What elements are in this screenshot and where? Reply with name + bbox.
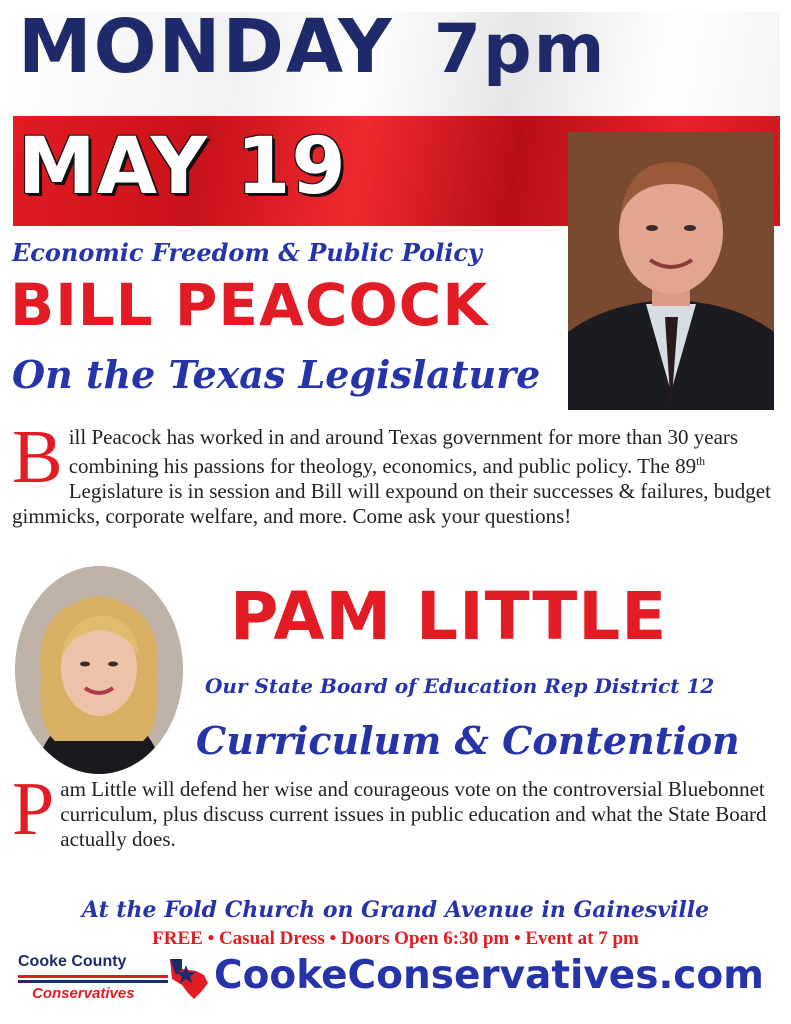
speaker1-name: BILL PEACOCK — [10, 271, 489, 339]
speaker1-bio — [12, 415, 782, 529]
speaker1-dropcap: B — [12, 415, 63, 499]
bill-peacock-photo — [568, 132, 774, 410]
event-day-time — [18, 4, 607, 90]
speaker1-topic: On the Texas Legislature — [12, 352, 541, 397]
logo-line2: Conservatives — [32, 985, 135, 1002]
event-day: MONDAY — [18, 4, 394, 90]
speaker2-topic: Curriculum & Contention — [196, 718, 740, 763]
cooke-county-conservatives-logo — [18, 953, 208, 1013]
website-link[interactable]: CookeConservatives.com — [214, 953, 764, 998]
speaker2-dropcap: P — [12, 767, 55, 851]
logo-line1: Cooke County — [18, 953, 127, 970]
speaker2-bio — [12, 767, 782, 852]
logo-red-stripe — [18, 975, 168, 978]
texas-star-icon — [166, 953, 212, 1001]
event-details: FREE • Casual Dress • Doors Open 6:30 pm • Event at 7 pm — [152, 928, 639, 949]
speaker2-name: PAM LITTLE — [230, 578, 668, 655]
pam-little-photo — [15, 566, 183, 774]
event-date: MAY 19 — [18, 122, 347, 212]
speaker1-bio-sup: th — [696, 456, 706, 468]
event-time: 7pm — [433, 10, 607, 89]
event-venue: At the Fold Church on Grand Avenue in Gainesville — [81, 897, 710, 923]
speaker1-bio-part2: Legislature is in session and Bill will expound on their successes & failures, budget gimmicks, corporate welfare, and more. Come ask your questions! — [12, 479, 771, 528]
speaker1-tagline: Economic Freedom & Public Policy — [12, 238, 482, 267]
speaker1-bio-part1: ill Peacock has worked in and around Texas government for more than 30 years combining his passions for theology, economics, and public policy. The 89 — [68, 425, 739, 478]
speaker2-bio-text: am Little will defend her wise and courageous vote on the controversial Bluebonnet curriculum, plus discuss current issues in public education and what the State Board actually does. — [60, 777, 767, 851]
logo-blue-stripe — [18, 980, 168, 983]
speaker2-tagline: Our State Board of Education Rep District 12 — [205, 674, 715, 698]
